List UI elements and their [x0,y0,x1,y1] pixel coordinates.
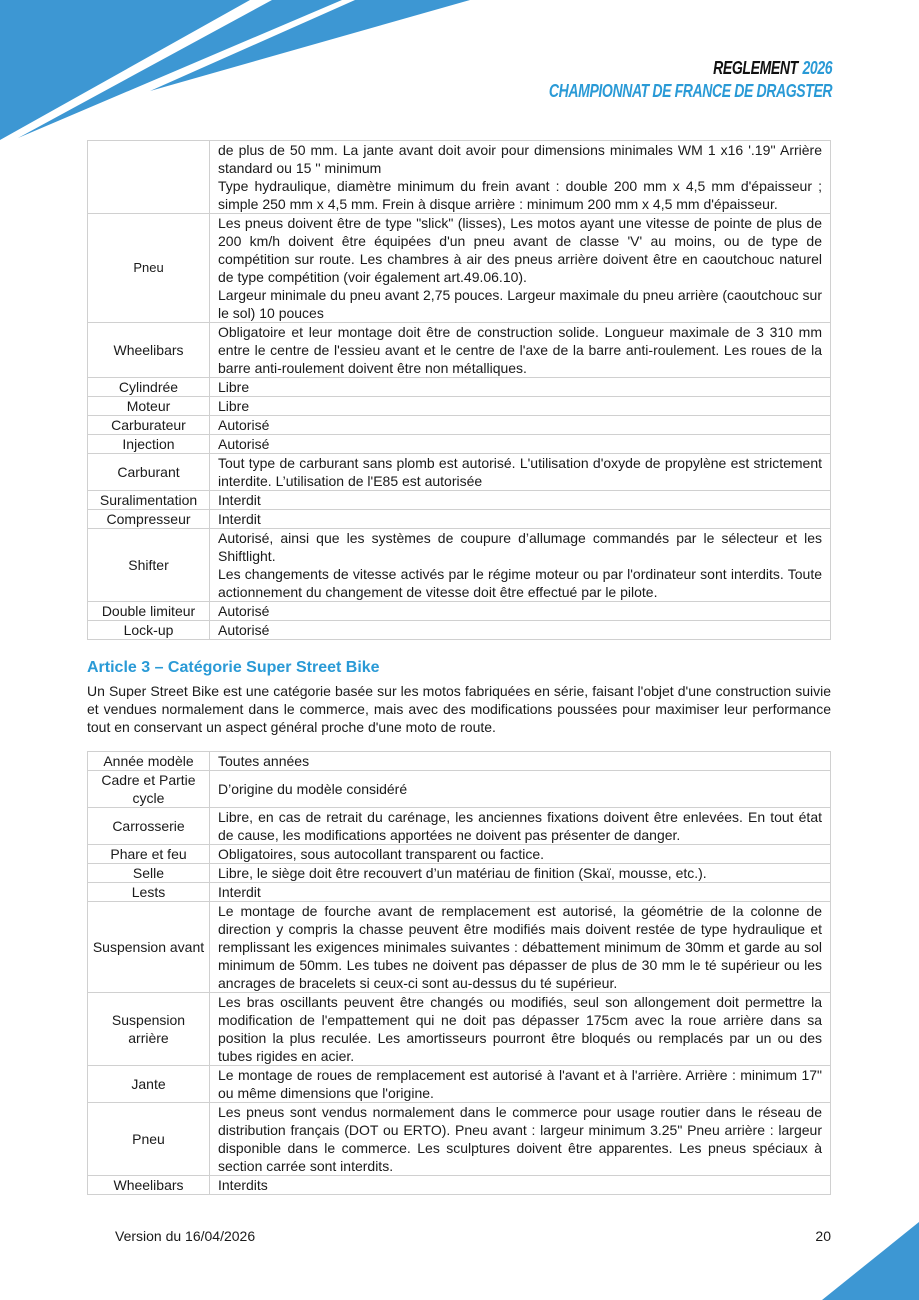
row-value [210,416,831,435]
row-value [210,993,831,1066]
row-value [210,378,831,397]
row-label: Injection [88,435,210,454]
row-value [210,323,831,378]
table-row [88,491,831,510]
table-row [88,1176,831,1195]
row-label: Carburant [88,454,210,491]
table-row [88,902,831,993]
row-value [210,902,831,993]
row-value [210,454,831,491]
row-value-paragraph: Interdits [218,1177,268,1193]
row-label: Wheelibars [88,1176,210,1195]
row-label: Wheelibars [88,323,210,378]
table-row [88,808,831,845]
table-row [88,621,831,640]
table-row [88,397,831,416]
row-value-paragraph: de plus de 50 mm. La jante avant doit avoir pour dimensions minimales WM 1 x16 '.19'' Arrière standard ou 15 '' minimum [218,142,822,176]
table-row [88,864,831,883]
row-label: Année modèle [88,752,210,771]
row-value-paragraph: Toutes années [218,753,310,769]
row-value-paragraph: Libre [218,379,250,395]
row-value [210,883,831,902]
row-value-paragraph: Interdit [218,492,261,508]
row-value-paragraph: Autorisé [218,603,270,619]
article-3-heading: Article 3 – Catégorie Super Street Bike [87,659,380,676]
table-row [88,845,831,864]
row-label: Lock-up [88,621,210,640]
table-row [88,141,831,214]
row-value [210,491,831,510]
article-3-intro: Un Super Street Bike est une catégorie basée sur les motos fabriquées en série, faisant l'objet d'une construction suivie et vendues normalement dans le commerce, mais avec des modifications poussées pour maximiser leur performance tout en conservant un aspect général proche d'une moto de route. [87,683,831,735]
table-row [88,752,831,771]
row-value [210,1103,831,1176]
row-value-paragraph: Autorisé [218,622,270,638]
table-row [88,214,831,323]
row-label: Moteur [88,397,210,416]
row-label [88,141,210,214]
table-row [88,510,831,529]
row-value-paragraph: Tout type de carburant sans plomb est autorisé. L'utilisation d'oxyde de propylène est strictement interdite. L’utilisation de l'E85 est autorisée [218,455,822,489]
row-label: Compresseur [88,510,210,529]
table-row [88,883,831,902]
row-value-paragraph: Les changements de vitesse activés par le régime moteur ou par l'ordinateur sont interdits. Toute actionnement du changement de vitesse doit être effectué par le pilote. [218,566,822,600]
row-label: Double limiteur [88,602,210,621]
header-stripes-decoration [0,0,480,145]
row-value-paragraph: Le montage de fourche avant de remplacement est autorisé, la géométrie de la colonne de direction y compris la chasse peuvent être modifiés mais doivent restée de type hydraulique et remplissant les exigences minimales suivantes : débattement minimum de 30mm et garde au sol minimum de 50mm. Les tubes ne doivent pas dépasser de plus de 30 mm le té supérieur ou les ancrages de bracelets si ceux-ci sont au-dessus du té supérieur. [218,903,822,991]
row-label: Suralimentation [88,491,210,510]
spec-table-continuation [87,140,831,640]
table-row [88,416,831,435]
header-title-word: REGLEMENT [713,58,798,78]
header-title-year: 2026 [802,58,832,78]
row-value-paragraph: Libre [218,398,250,414]
table-row [88,771,831,808]
row-value-paragraph: Les bras oscillants peuvent être changés ou modifiés, seul son allongement doit permettre la modification de l'empattement qui ne doit pas dépasser 175cm avec la roue arrière dans sa position la plus reculée. Les amortisseurs pourront être bloqués ou remplacés par un ou des tubes rigides en acier. [218,994,822,1064]
row-value [210,510,831,529]
table-row [88,529,831,602]
row-value-paragraph: Les pneus sont vendus normalement dans le commerce pour usage routier dans le réseau de distribution français (DOT ou ERTO). Pneu avant : largeur minimum 3.25" Pneu arrière : largeur disponible dans le commerce. Les sculptures doivent être apparentes. Les pneus spéciaux à section carrée sont interdits. [218,1104,822,1174]
super-street-bike-table [87,751,831,1195]
row-value-paragraph: Largeur minimale du pneu avant 2,75 pouces. Largeur maximale du pneu arrière (caoutchouc sur le sol) 10 pouces [218,287,822,321]
table-row [88,454,831,491]
row-label: Selle [88,864,210,883]
table-row [88,1103,831,1176]
row-value [210,529,831,602]
row-value [210,752,831,771]
row-value [210,771,831,808]
table-row [88,1066,831,1103]
table-row [88,323,831,378]
row-value-paragraph: D’origine du modèle considéré [218,781,408,797]
row-label: Shifter [88,529,210,602]
row-value [210,1066,831,1103]
footer-version: Version du 16/04/2026 [115,1228,256,1244]
table-row [88,993,831,1066]
row-value [210,1176,831,1195]
row-value-paragraph: Libre, le siège doit être recouvert d’un matériau de finition (Skaï, mousse, etc.). [218,865,707,881]
row-value-paragraph: Obligatoires, sous autocollant transparent ou factice. [218,846,545,862]
row-label: Cylindrée [88,378,210,397]
row-label: Pneu [88,214,210,323]
header-subtitle: CHAMPIONNAT DE FRANCE DE DRAGSTER [548,81,832,101]
row-value-paragraph: Autorisé, ainsi que les systèmes de coupure d’allumage commandés par le sélecteur et les Shiftlight. [218,530,822,564]
table-row [88,435,831,454]
row-label: Lests [88,883,210,902]
row-value [210,845,831,864]
page-number: 20 [815,1228,831,1244]
row-label: Suspension arrière [88,993,210,1066]
row-value [210,397,831,416]
row-label: Jante [88,1066,210,1103]
row-value-paragraph: Obligatoire et leur montage doit être de construction solide. Longueur maximale de 3 310 mm entre le centre de l'essieu avant et le centre de l'axe de la barre anti-roulement. Les roues de la barre anti-roulement doivent être non métalliques. [218,324,822,376]
row-value-paragraph: Libre, en cas de retrait du carénage, les anciennes fixations doivent être enlevées. En tout état de cause, les modifications apportées ne doivent pas présenter de danger. [218,809,822,843]
footer-triangle-decoration [819,1220,919,1300]
row-value [210,621,831,640]
document-header [549,57,832,103]
table-row [88,378,831,397]
row-value-paragraph: Interdit [218,884,261,900]
row-value [210,602,831,621]
row-label: Carrosserie [88,808,210,845]
row-label: Pneu [88,1103,210,1176]
header-title [549,57,832,80]
row-value [210,864,831,883]
row-value-paragraph: Interdit [218,511,261,527]
row-label: Suspension avant [88,902,210,993]
row-value-paragraph: Les pneus doivent être de type "slick" (lisses), Les motos ayant une vitesse de pointe de plus de 200 km/h doivent être équipées d'un pneu avant de classe 'V' au moins, ou de type de compétition sur route. Les chambres à air des pneus arrière doivent être en caoutchouc naturel de type compétition (voir également art.49.06.10). [218,215,822,285]
row-value-paragraph: Autorisé [218,436,270,452]
row-label: Cadre et Partie cycle [88,771,210,808]
row-value [210,808,831,845]
row-label: Phare et feu [88,845,210,864]
row-value-paragraph: Type hydraulique, diamètre minimum du frein avant : double 200 mm x 4,5 mm d'épaisseur ; simple 250 mm x 4,5 mm. Frein à disque arrière : minimum 200 mm x 4,5 mm d'épaisseur. [218,178,822,212]
row-value-paragraph: Le montage de roues de remplacement est autorisé à l'avant et à l'arrière. Arrière : minimum 17" ou même dimensions que l'origine. [218,1067,822,1101]
table-row [88,602,831,621]
row-value [210,214,831,323]
row-value [210,141,831,214]
row-value-paragraph: Autorisé [218,417,270,433]
row-label: Carburateur [88,416,210,435]
row-value [210,435,831,454]
